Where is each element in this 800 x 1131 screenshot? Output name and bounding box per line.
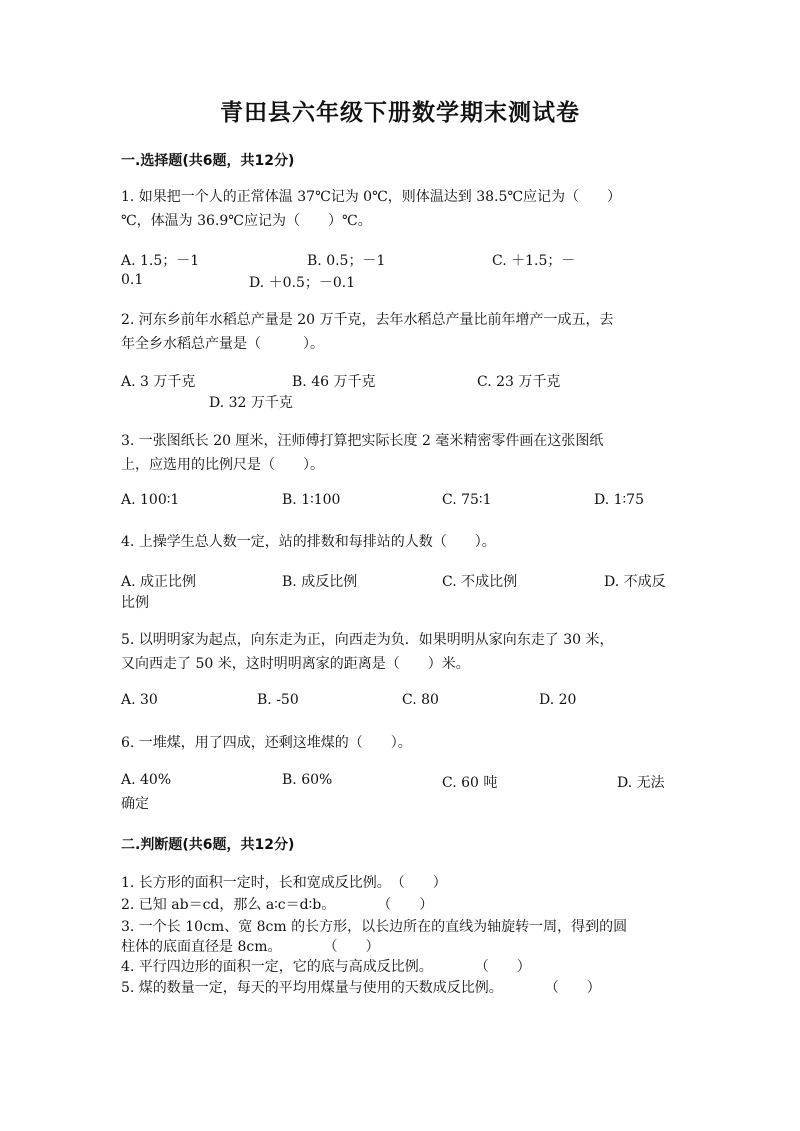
page-title: 青田县六年级下册数学期末测试卷: [220, 100, 580, 126]
question-3-line-1: 3. 一张图纸长 20 厘米，汪师傅打算把实际长度 2 毫米精密零件画在这张图纸: [121, 433, 604, 449]
section-heading-true-false: 二.判断题(共6题，共12分): [121, 837, 295, 853]
true-false-item-5: 5. 煤的数量一定，每天的平均用煤量与使用的天数成反比例。 （ ）: [121, 980, 601, 996]
option-c[interactable]: C. 不成比例: [442, 574, 518, 590]
question-1-options: [121, 250, 681, 298]
option-a[interactable]: A. 成正比例: [121, 574, 197, 590]
true-false-item-1: 1. 长方形的面积一定时，长和宽成反比例。 （ ）: [121, 875, 447, 891]
question-3-line-2: 上，应选用的比例尺是（ ）。: [121, 457, 324, 473]
option-c[interactable]: C. 60 吨: [442, 775, 498, 791]
option-d[interactable]: D. ＋0.5；－0.1: [249, 275, 356, 291]
option-a[interactable]: A. 1.5；－1: [121, 253, 200, 269]
question-5-line-1: 5. 以明明家为起点，向东走为正，向西走为负．如果明明从家向东走了 30 米，: [121, 632, 614, 648]
option-d[interactable]: D. 不成反: [604, 574, 666, 590]
option-c[interactable]: C. 80: [402, 692, 439, 708]
true-false-item-3-continued: 柱体的底面直径是 8cm。 （ ）: [121, 939, 380, 955]
option-d[interactable]: D. 32 万千克: [209, 395, 293, 411]
option-d-continued: 确定: [121, 796, 149, 812]
option-c[interactable]: C. ＋1.5；－: [492, 253, 576, 269]
true-false-item-3: 3. 一个长 10cm、宽 8cm 的长方形，以长边所在的直线为轴旋转一周，得到的圆: [121, 919, 628, 935]
option-a[interactable]: A. 3 万千克: [121, 374, 196, 390]
question-5-line-2: 又向西走了 50 米，这时明明离家的距离是（ ）米。: [121, 656, 470, 672]
true-false-item-2: 2. 已知 ab＝cd，那么 a∶c＝d∶b。 （ ）: [121, 897, 434, 913]
option-d[interactable]: D. 20: [539, 692, 577, 708]
option-d-continued: 比例: [121, 595, 149, 611]
question-1-line-2: ℃，体温为 36.9℃应记为（ ）℃。: [121, 213, 372, 229]
option-c[interactable]: C. 75∶1: [442, 492, 492, 508]
option-b[interactable]: B. 46 万千克: [292, 374, 376, 390]
section-heading-multiple-choice: 一.选择题(共6题，共12分): [121, 153, 295, 169]
question-1: [121, 185, 681, 233]
question-3: [121, 429, 681, 477]
question-2-options: [121, 371, 681, 419]
option-a[interactable]: A. 40%: [121, 772, 172, 788]
option-a[interactable]: A. 100∶1: [121, 492, 180, 508]
option-c[interactable]: C. 23 万千克: [477, 374, 561, 390]
option-d[interactable]: D. 1∶75: [594, 492, 644, 508]
option-b[interactable]: B. 60%: [282, 772, 333, 788]
question-6-options: [121, 772, 681, 820]
question-5: [121, 628, 681, 676]
question-6: [121, 731, 681, 755]
question-2-line-1: 2. 河东乡前年水稻总产量是 20 万千克，去年水稻总产量比前年增产一成五，去: [121, 312, 614, 328]
option-c-continued: 0.1: [121, 272, 144, 288]
option-b[interactable]: B. -50: [257, 692, 299, 708]
option-b[interactable]: B. 0.5；－1: [307, 253, 386, 269]
option-b[interactable]: B. 1∶100: [282, 492, 341, 508]
question-2-line-2: 年全乡水稻总产量是（ ）。: [121, 336, 324, 352]
option-a[interactable]: A. 30: [121, 692, 158, 708]
question-4-line-1: 4. 上操学生总人数一定，站的排数和每排站的人数（ ）。: [121, 534, 496, 550]
question-6-line-1: 6. 一堆煤，用了四成，还剩这堆煤的（ ）。: [121, 735, 412, 751]
option-b[interactable]: B. 成反比例: [282, 574, 358, 590]
question-4-options: [121, 571, 681, 619]
question-2: [121, 308, 681, 356]
option-d[interactable]: D. 无法: [617, 775, 665, 791]
true-false-item-4: 4. 平行四边形的面积一定，它的底与高成反比例。 （ ）: [121, 959, 531, 975]
question-1-line-1: 1. 如果把一个人的正常体温 37℃记为 0℃，则体温达到 38.5℃应记为（ ）: [121, 189, 622, 205]
question-4: [121, 530, 681, 554]
